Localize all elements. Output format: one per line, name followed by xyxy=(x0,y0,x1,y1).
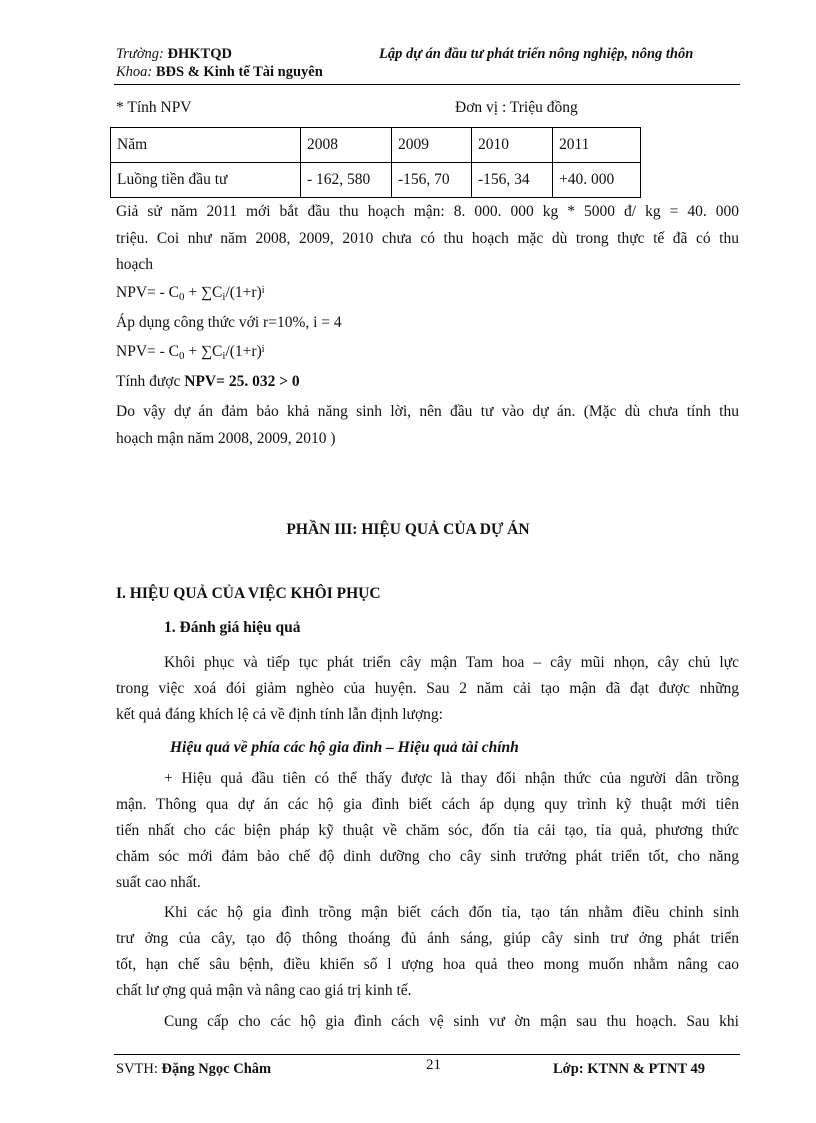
paragraph-line: suất cao nhất. xyxy=(116,874,201,891)
formula-subscript: i xyxy=(222,291,226,303)
header-title: Lập dự án đầu tư phát triển nông nghiệp, nông thôn xyxy=(379,46,694,62)
subsection-title: 1. Đánh giá hiệu quả xyxy=(164,619,301,636)
paragraph-line: trong việc xoá đói giảm nghèo của huyện. Sau 2 năm cải tạo mận đã đạt được những xyxy=(116,680,739,697)
npv-label: * Tính NPV xyxy=(116,99,192,116)
paragraph-line: chất lư ợng quả mận và nâng cao giá trị kinh tế. xyxy=(116,982,412,999)
paragraph-line: tiến nhất cho các biện pháp kỹ thuật về chăm sóc, đốn tỉa cải tạo, tỉa quả, phương thức xyxy=(116,822,739,839)
part-title: PHẦN III: HIỆU QUẢ CỦA DỰ ÁN xyxy=(286,521,530,538)
header-faculty-value: BĐS & Kinh tế Tài nguyên xyxy=(155,64,323,80)
footer-student-name: Đặng Ngọc Châm xyxy=(161,1061,272,1077)
npv-formula-1 xyxy=(116,284,265,303)
paragraph-line: triệu. Coi như năm 2008, 2009, 2010 chưa có thu hoạch mặc dù trong thực tế đã có thu xyxy=(116,230,739,247)
result-prefix: Tính được xyxy=(116,373,185,390)
page-number: 21 xyxy=(426,1057,441,1073)
footer-class: Lớp: KTNN & PTNT 49 xyxy=(553,1061,705,1077)
paragraph-line: chăm sóc mới đảm bảo chế độ dinh dưỡng cho cây sinh trưởng phát triển tốt, cho năng xyxy=(116,848,739,865)
paragraph-line: hoạch mận năm 2008, 2009, 2010 ) xyxy=(116,430,336,447)
table-cell: 2010 xyxy=(472,128,553,163)
formula-subscript: 0 xyxy=(179,350,185,362)
formula-text: /(1+r) xyxy=(225,343,262,360)
table-cell: - 162, 580 xyxy=(301,163,392,198)
table-cell: -156, 70 xyxy=(392,163,472,198)
npv-result xyxy=(116,373,300,391)
formula-subscript: i xyxy=(222,350,226,362)
paragraph-line: Cung cấp cho các hộ gia đình cách vệ sinh vư ờn mận sau thu hoạch. Sau khi xyxy=(164,1013,739,1030)
table-cell: Luồng tiền đầu tư xyxy=(111,163,301,198)
formula-text: NPV= - C xyxy=(116,284,179,301)
header-school xyxy=(116,46,232,63)
header-faculty xyxy=(116,64,323,81)
formula-subscript: 0 xyxy=(179,291,185,303)
formula-text: + ∑C xyxy=(184,284,223,301)
paragraph-line: tốt, hạn chế sâu bệnh, điều khiển số l ượng hoa quả theo mong muốn nhằm nâng cao xyxy=(116,956,739,973)
formula-text: + ∑C xyxy=(184,343,223,360)
formula-text: /(1+r) xyxy=(225,284,262,301)
table-cell: -156, 34 xyxy=(472,163,553,198)
footer-rule xyxy=(114,1054,740,1055)
formula-superscript: i xyxy=(261,285,265,296)
paragraph-line: Giả sử năm 2011 mới bắt đầu thu hoạch mận: 8. 000. 000 kg * 5000 đ/ kg = 40. 000 xyxy=(116,203,739,220)
unit-label: Đơn vị : Triệu đồng xyxy=(455,99,578,116)
formula-text: NPV= - C xyxy=(116,343,179,360)
italic-heading: Hiệu quả về phía các hộ gia đình – Hiệu quả tài chính xyxy=(170,739,519,756)
paragraph-line: hoạch xyxy=(116,256,154,273)
header-school-label: Trường: xyxy=(116,46,164,62)
header-rule xyxy=(114,84,740,85)
table-cell: +40. 000 xyxy=(553,163,641,198)
result-value: NPV= 25. 032 > 0 xyxy=(184,373,300,390)
paragraph-line: Khi các hộ gia đình trồng mận biết cách đốn tỉa, tạo tán nhằm điều chỉnh sinh xyxy=(164,904,739,921)
formula-superscript: i xyxy=(261,344,265,355)
cash-flow-table xyxy=(110,127,641,198)
footer-student-label: SVTH: xyxy=(116,1061,158,1077)
header-school-value: ĐHKTQD xyxy=(167,46,232,62)
header-faculty-label: Khoa: xyxy=(116,64,153,80)
table-header-row xyxy=(111,128,641,163)
table-cell: Năm xyxy=(111,128,301,163)
footer-student xyxy=(116,1061,271,1078)
table-row xyxy=(111,163,641,198)
paragraph-line: kết quả đáng khích lệ cả về định tính lẫn định lượng: xyxy=(116,706,443,723)
paragraph-line: + Hiệu quả đầu tiên có thể thấy được là thay đổi nhận thức của người dân trồng xyxy=(164,770,739,787)
paragraph-line: trư ởng của cây, tạo độ thông thoáng đủ ánh sáng, giúp cây sinh trư ởng phát triển xyxy=(116,930,739,947)
table-cell: 2008 xyxy=(301,128,392,163)
npv-formula-2 xyxy=(116,343,265,362)
table-cell: 2011 xyxy=(553,128,641,163)
apply-formula-line: Áp dụng công thức với r=10%, i = 4 xyxy=(116,314,342,331)
paragraph-line: Khôi phục và tiếp tục phát triển cây mận Tam hoa – cây mũi nhọn, cây chủ lực xyxy=(164,654,739,671)
section-title: I. HIỆU QUẢ CỦA VIỆC KHÔI PHỤC xyxy=(116,585,381,602)
paragraph-line: Do vậy dự án đảm bảo khả năng sinh lời, nên đầu tư vào dự án. (Mặc dù chưa tính thu xyxy=(116,403,739,420)
table-cell: 2009 xyxy=(392,128,472,163)
paragraph-line: mận. Thông qua dự án các hộ gia đình biết cách áp dụng quy trình kỹ thuật mới tiên xyxy=(116,796,739,813)
